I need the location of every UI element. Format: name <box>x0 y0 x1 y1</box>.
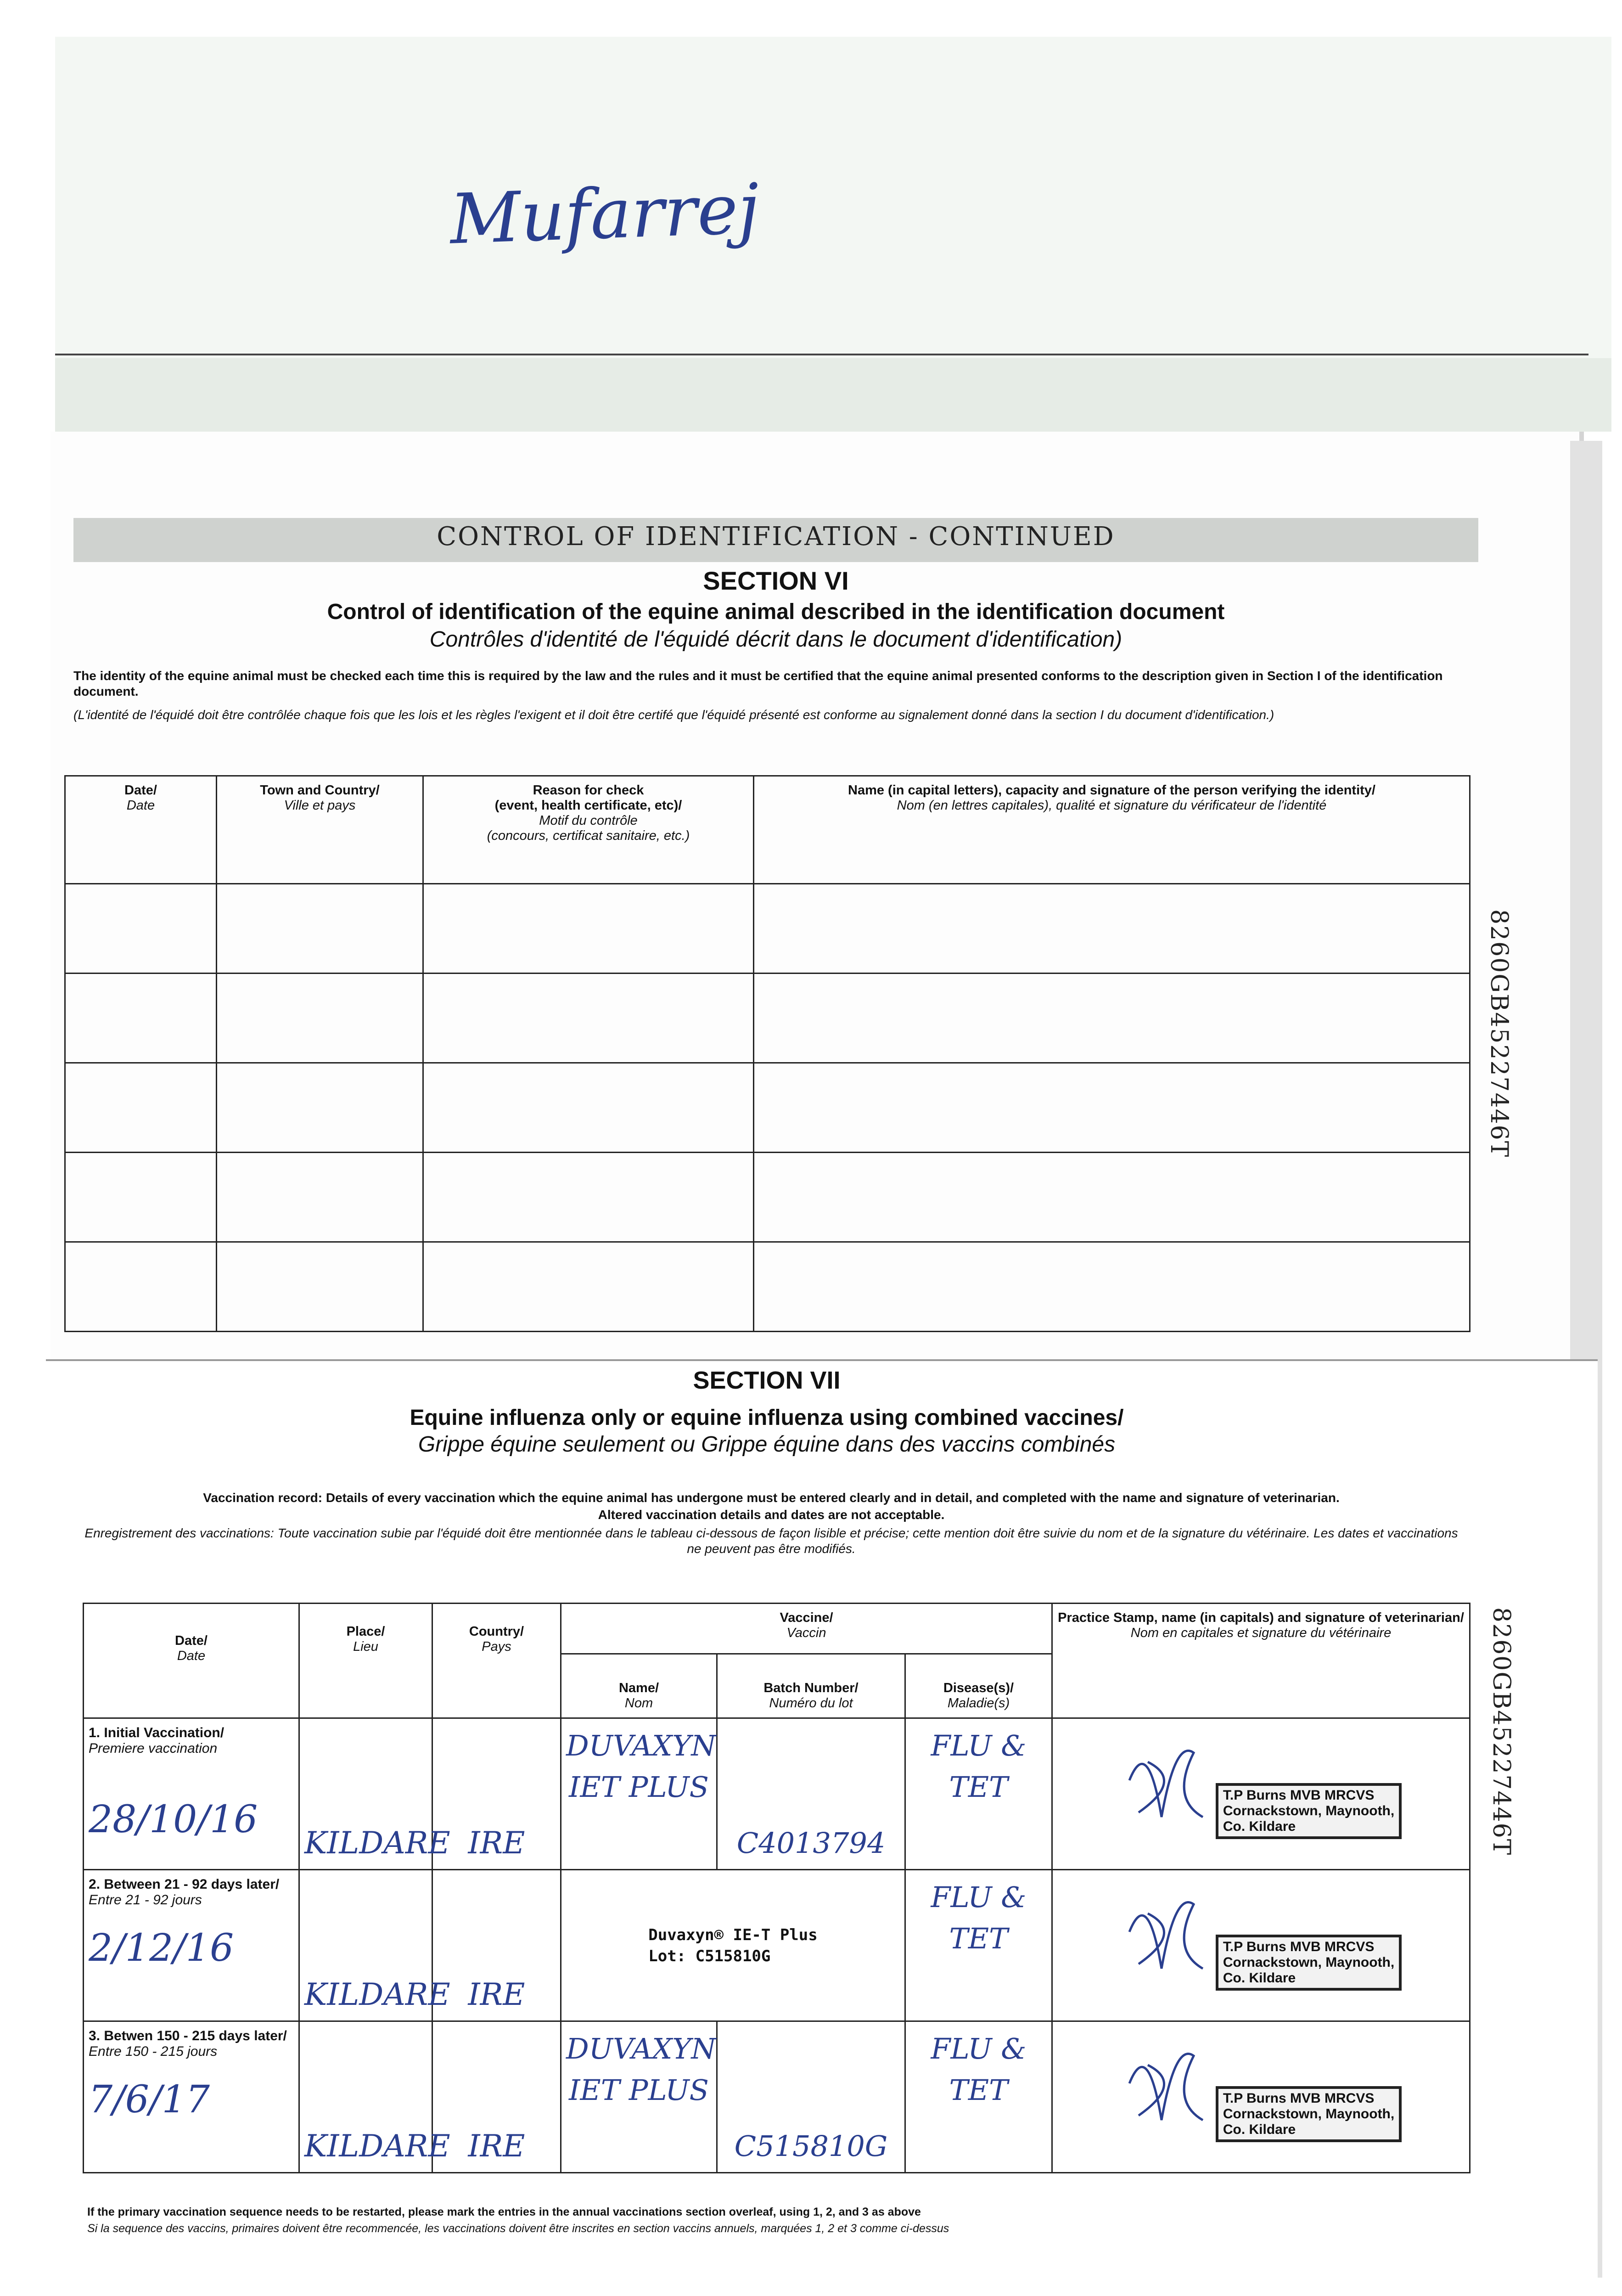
col-vaccine-fr: Vaccin <box>786 1626 826 1640</box>
signature-icon <box>1120 1725 1212 1831</box>
vacc-header-row-1 <box>84 1604 1470 1654</box>
batch-cell[interactable] <box>717 2021 905 2173</box>
section-6-note-en: The identity of the equine animal must be checked each time this is required by the law and the rules and it must be certified that the equine animal presented conforms to the description given in Section I of the identification document. <box>73 669 1443 698</box>
table-row <box>65 1242 1470 1332</box>
col-town-country <box>217 776 423 884</box>
vet-stamp <box>1216 1935 1402 1991</box>
country-cell[interactable] <box>432 1718 561 1870</box>
country-value: IRE <box>468 1825 525 1861</box>
table-row <box>65 974 1470 1063</box>
section-6-note-fr: (L'identité de l'équidé doit être contrôlée chaque fois que les lois et les règles l'exigent et il doit être certifé que l'équidé présenté est conforme au signalement donné dans la section I du document d'identification.) <box>73 708 1274 722</box>
col-reason-en: Reason for check <box>533 783 644 798</box>
table-cell[interactable] <box>65 1242 217 1332</box>
fold-shadow <box>55 358 1611 432</box>
col-disease-en: Disease(s)/ <box>943 1681 1014 1695</box>
col-vacc-date-fr: Date <box>177 1649 206 1663</box>
row-label-fr: Entre 150 - 215 jours <box>89 2044 218 2059</box>
table-cell[interactable] <box>217 974 423 1063</box>
vaccine-printed-stamp-cell[interactable] <box>561 1870 905 2021</box>
batch-value: C515810G <box>734 2129 888 2163</box>
vet-stamp-line-1: T.P Burns MVB MRCVS <box>1223 1939 1375 1954</box>
section-7-note-fr: Enregistrement des vaccinations: Toute vaccination subie par l'équidé doit être mentionnée dans le tableau ci-dessous de façon lisible et précise; cette mention doit être suivie du nom et de la signature du vétérinaire. Les dates et vaccinations ne peuvent pas être modifiés. <box>84 1526 1458 1556</box>
section-7-note-en-2: Altered vaccination details and dates are not acceptable. <box>598 1508 945 1522</box>
vet-stamp-line-2: Cornackstown, Maynooth, <box>1223 1955 1395 1970</box>
vet-stamp <box>1216 1783 1402 1839</box>
col-country <box>432 1604 561 1718</box>
vaccination-row-3 <box>84 2021 1470 2173</box>
col-verifier-name <box>754 776 1470 884</box>
col-place-fr: Lieu <box>353 1639 378 1654</box>
batch-cell[interactable] <box>717 1718 905 1870</box>
disease-cell[interactable] <box>905 1718 1052 1870</box>
country-value: IRE <box>468 2128 525 2164</box>
col-date <box>65 776 217 884</box>
section-6-title: SECTION VI <box>703 566 849 595</box>
section-7-subtitle-en: Equine influenza only or equine influenza using combined vaccines/ <box>410 1406 1124 1430</box>
country-cell[interactable] <box>432 1870 561 2021</box>
col-country-fr: Pays <box>482 1639 511 1654</box>
vet-stamp-line-2: Cornackstown, Maynooth, <box>1223 2106 1395 2122</box>
table-cell[interactable] <box>423 974 754 1063</box>
vaccine-name-value: DUVAXYN IET PLUS <box>566 1729 716 1804</box>
document-id-bottom: 8260GB45227446T <box>1487 1607 1515 1856</box>
col-stamp-fr: Nom en capitales et signature du vétérinaire <box>1130 1626 1392 1640</box>
table-row <box>65 884 1470 974</box>
vaccination-table <box>83 1603 1470 2173</box>
table-row <box>65 1153 1470 1242</box>
table-cell[interactable] <box>754 884 1470 974</box>
table-cell[interactable] <box>65 1063 217 1153</box>
row-label-en: 1. Initial Vaccination/ <box>89 1725 224 1740</box>
vaccination-date[interactable]: 2/12/16 <box>89 1926 234 1970</box>
col-reason <box>423 776 754 884</box>
row-label-en: 3. Betwen 150 - 215 days later/ <box>89 2028 287 2043</box>
col-vaccine-name-fr: Nom <box>624 1696 653 1711</box>
place-value: KILDARE <box>304 2128 450 2164</box>
row-label-cell <box>84 1718 299 1870</box>
vet-stamp-line-3: Co. Kildare <box>1223 1819 1296 1834</box>
col-disease-fr: Maladie(s) <box>947 1696 1010 1711</box>
table-cell[interactable] <box>65 884 217 974</box>
vaccination-date[interactable]: 7/6/17 <box>89 2078 210 2122</box>
table-cell[interactable] <box>754 974 1470 1063</box>
row-label-en: 2. Between 21 - 92 days later/ <box>89 1877 280 1892</box>
vet-stamp-cell[interactable] <box>1052 2021 1470 2173</box>
table-cell[interactable] <box>754 1063 1470 1153</box>
col-disease <box>905 1654 1052 1718</box>
vet-stamp-line-1: T.P Burns MVB MRCVS <box>1223 2091 1375 2106</box>
vaccination-row-2 <box>84 1870 1470 2021</box>
row-label-cell <box>84 2021 299 2173</box>
section-7-note-en: Vaccination record: Details of every vaccination which the equine animal has undergone must be entered clearly and in detail, and completed with the name and signature of veterinarian. <box>203 1491 1340 1505</box>
table-cell[interactable] <box>217 884 423 974</box>
col-vacc-date <box>84 1604 299 1718</box>
col-name-en: Name (in capital letters), capacity and signature of the person verifying the identity/ <box>848 783 1375 798</box>
row-label-fr: Entre 21 - 92 jours <box>89 1892 202 1908</box>
col-vaccine-name-en: Name/ <box>618 1681 659 1695</box>
table-header-row <box>65 776 1470 884</box>
vaccine-name-cell[interactable] <box>561 2021 717 2173</box>
signature-icon <box>1120 2028 1212 2134</box>
signature-icon <box>1120 1877 1212 1982</box>
col-batch-fr: Numéro du lot <box>769 1696 853 1711</box>
place-cell[interactable] <box>299 1870 450 2021</box>
table-cell[interactable] <box>754 1153 1470 1242</box>
col-practice-stamp <box>1052 1604 1470 1718</box>
vaccine-name-value: DUVAXYN IET PLUS <box>566 2032 716 2107</box>
vaccination-row-1 <box>84 1718 1470 1870</box>
table-cell[interactable] <box>423 1063 754 1153</box>
col-vacc-date-en: Date/ <box>175 1633 208 1648</box>
section-6-subtitle-fr: Contrôles d'identité de l'équidé décrit dans le document d'identification) <box>429 627 1122 652</box>
place-value: KILDARE <box>304 1825 450 1861</box>
col-batch-en: Batch Number/ <box>763 1681 859 1695</box>
vet-stamp-line-2: Cornackstown, Maynooth, <box>1223 1803 1395 1818</box>
col-vaccine <box>561 1604 1052 1654</box>
vaccine-printed-stamp <box>648 1925 817 1967</box>
table-cell[interactable] <box>754 1242 1470 1332</box>
place-cell[interactable] <box>299 2021 450 2173</box>
place-cell[interactable] <box>299 1718 450 1870</box>
col-vaccine-en: Vaccine/ <box>780 1610 833 1625</box>
vet-stamp-cell[interactable] <box>1052 1870 1470 2021</box>
section-7-subtitle-fr: Grippe équine seulement ou Grippe équine dans des vaccins combinés <box>418 1432 1116 1457</box>
vaccine-name-cell[interactable] <box>561 1718 717 1870</box>
disease-value: FLU & TET <box>931 2032 1027 2107</box>
table-cell[interactable] <box>217 1153 423 1242</box>
vaccination-date[interactable]: 28/10/16 <box>89 1798 258 1841</box>
table-cell[interactable] <box>217 1063 423 1153</box>
section-7-footer-fr: Si la sequence des vaccins, primaires doivent être recommencée, les vaccinations doivent être inscrites en section vaccins annuels, marquées 1, 2 et 3 comme ci-dessus <box>87 2222 949 2235</box>
col-reason-fr2: (concours, certificat sanitaire, etc.) <box>487 828 690 843</box>
col-town-fr: Ville et pays <box>284 798 356 813</box>
disease-value: FLU & TET <box>931 1729 1027 1804</box>
disease-cell[interactable] <box>905 1870 1052 2021</box>
fold-line <box>55 354 1588 355</box>
printed-stamp-line-1: Duvaxyn® IE-T Plus <box>648 1925 818 1944</box>
table-cell[interactable] <box>65 1153 217 1242</box>
table-cell[interactable] <box>423 1153 754 1242</box>
control-banner <box>73 518 1478 562</box>
table-cell[interactable] <box>423 884 754 974</box>
col-reason-en2: (event, health certificate, etc)/ <box>494 798 682 813</box>
disease-value: FLU & TET <box>931 1880 1027 1955</box>
col-town-en: Town and Country/ <box>260 783 380 798</box>
col-date-fr: Date <box>126 798 155 813</box>
col-name-fr: Nom (en lettres capitales), qualité et signature du vérificateur de l'identité <box>897 798 1327 813</box>
col-place-en: Place/ <box>346 1624 385 1639</box>
col-date-en: Date/ <box>124 783 157 798</box>
table-cell[interactable] <box>423 1242 754 1332</box>
col-batch <box>717 1654 905 1718</box>
section-6-subtitle-en: Control of identification of the equine animal described in the identification document <box>327 600 1225 624</box>
place-value: KILDARE <box>304 1977 450 2012</box>
col-stamp-en: Practice Stamp, name (in capitals) and signature of veterinarian/ <box>1058 1610 1464 1625</box>
identity-check-table <box>64 775 1470 1332</box>
printed-stamp-line-2: Lot: C515810G <box>648 1947 771 1965</box>
table-cell[interactable] <box>217 1242 423 1332</box>
col-place <box>299 1604 432 1718</box>
col-country-en: Country/ <box>469 1624 524 1639</box>
handwritten-name: Mufarrej <box>449 169 761 260</box>
country-cell[interactable] <box>432 2021 561 2173</box>
table-cell[interactable] <box>65 974 217 1063</box>
disease-cell[interactable] <box>905 2021 1052 2173</box>
vet-stamp-line-3: Co. Kildare <box>1223 2122 1296 2137</box>
top-sheet <box>55 37 1611 358</box>
control-banner-title: CONTROL OF IDENTIFICATION - CONTINUED <box>437 522 1115 551</box>
col-vaccine-name <box>561 1654 717 1718</box>
section-7-footer-en: If the primary vaccination sequence needs to be restarted, please mark the entries in the annual vaccinations section overleaf, using 1, 2, and 3 as above <box>87 2206 921 2218</box>
col-reason-fr: Motif du contrôle <box>539 813 638 828</box>
section-7-title: SECTION VII <box>693 1367 841 1394</box>
document-id-top: 8260GB45227446T <box>1485 909 1513 1158</box>
table-row <box>65 1063 1470 1153</box>
vet-stamp <box>1216 2086 1402 2142</box>
country-value: IRE <box>468 1977 525 2012</box>
vet-stamp-cell[interactable] <box>1052 1718 1470 1870</box>
row-label-cell <box>84 1870 299 2021</box>
vet-stamp-line-3: Co. Kildare <box>1223 1970 1296 1986</box>
vet-stamp-line-1: T.P Burns MVB MRCVS <box>1223 1788 1375 1803</box>
batch-value: C4013794 <box>736 1826 886 1860</box>
row-label-fr: Premiere vaccination <box>89 1741 218 1756</box>
